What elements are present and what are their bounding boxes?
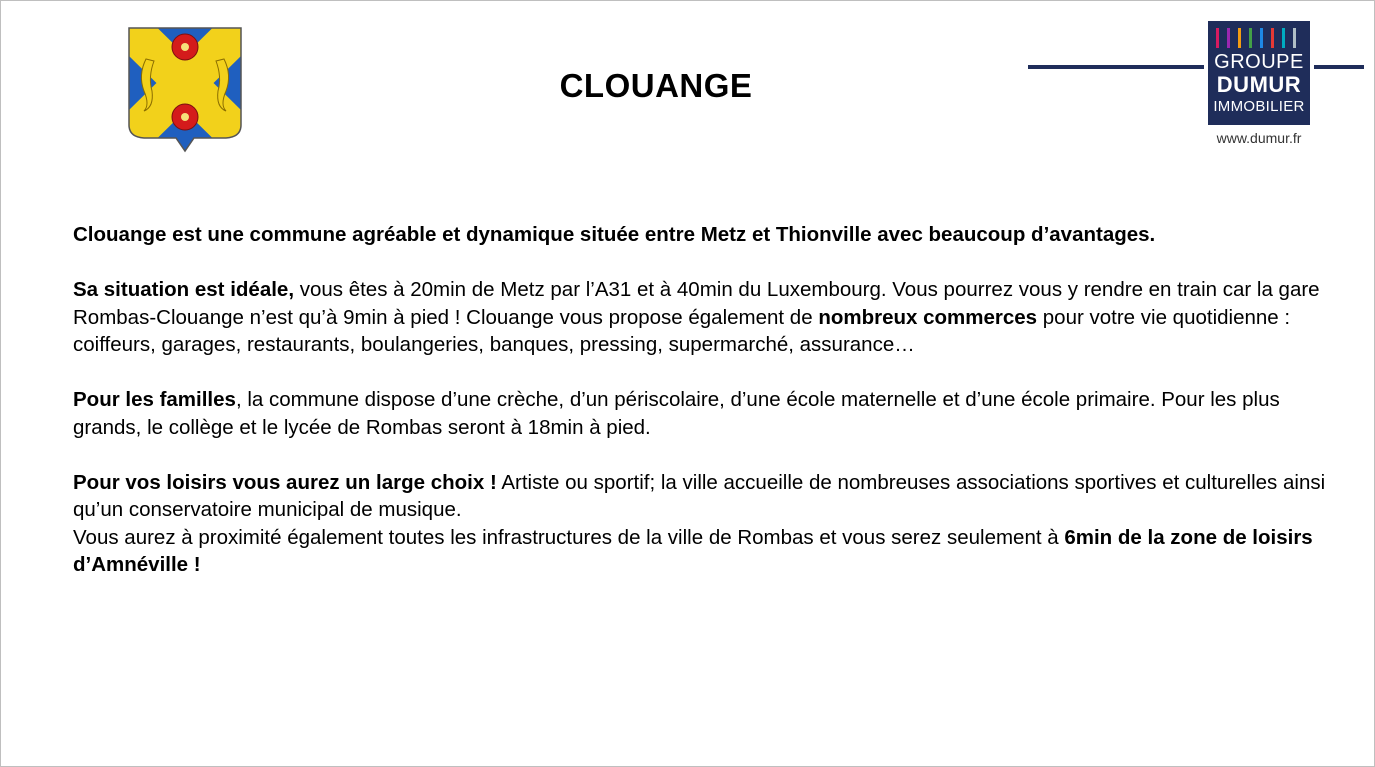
amneville-bold: 6min de la zone de loisirs d’Amnéville ! [73,525,1313,576]
paragraph-families [73,386,1333,441]
situation-text: vous êtes à 20min de Metz par l’A31 et à 40min du Luxembourg. Vous pourrez vous y rendre en train car la gare Rombas-Clouange n’est qu’à 9min à pied ! Clouange vous propose également de [73,278,1320,329]
proximity-text: Vous aurez à proximité également toutes les infrastructures de la ville de Rombas et vous serez seulement à [73,525,1065,549]
logo-line-groupe: GROUPE [1214,51,1304,73]
logo-bars-icon [1216,28,1302,48]
commerces-bold: nombreux commerces [818,305,1038,329]
paragraph-leisure [73,469,1333,524]
description-body [73,221,1333,579]
commerces-text: pour votre vie quotidienne : coiffeurs, garages, restaurants, boulangeries, banques, pressing, supermarché, assurance… [73,305,1291,356]
logo-line-dumur: DUMUR [1216,72,1302,97]
leisure-bold: Pour vos loisirs vous aurez un large choix ! [73,470,497,494]
dumur-logo [1208,21,1310,125]
families-bold: Pour les familles [73,388,236,411]
paragraph-proximity [73,524,1333,579]
page-title: CLOUANGE [559,67,753,104]
situation-bold: Sa situation est idéale, [73,278,295,301]
logo-line-immobilier: IMMOBILIER [1213,98,1305,115]
logo-rule-left [1028,65,1204,69]
intro-bold: Clouange est une commune agréable et dynamique située entre Metz et Thionville avec beaucoup d’avantages. [73,223,1156,246]
logo-rule-right [1314,65,1364,69]
paragraph-situation [73,276,1333,359]
logo-url: www.dumur.fr [1216,130,1302,146]
families-text: , la commune dispose d’une crèche, d’un périscolaire, d’une école maternelle et d’une école primaire. Pour les plus grands, le collège et le lycée de Rombas seront à 18min à pied. [73,388,1280,439]
coat-of-arms-icon [126,25,244,153]
paragraph-intro [73,221,1333,249]
leisure-text: Artiste ou sportif; la ville accueille de nombreuses associations sportives et culturelles ainsi qu’un conservatoire municipal de musique. [73,470,1326,521]
